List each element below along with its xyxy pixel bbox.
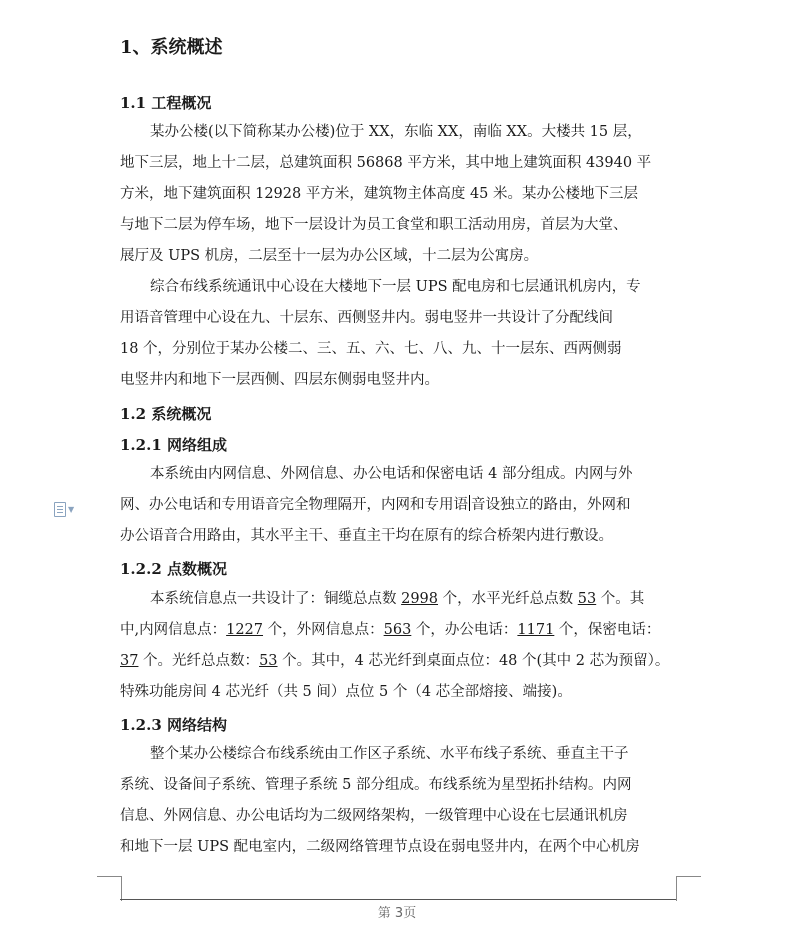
text-line: 整个某办公楼综合布线系统由工作区子系统、水平布线子系统、垂直主干子: [150, 746, 629, 762]
text-segment: 个。其: [596, 591, 645, 607]
text-segment: 个。其中，4 芯光纤到桌面点位：48 个(其中 2 芯为预留）。: [277, 653, 670, 669]
footer-divider: [120, 899, 676, 900]
text-line: 电竖井内和地下一层西侧、四层东侧弱电竖井内。: [120, 372, 439, 388]
page-corner-mark-right: [676, 876, 701, 901]
text-segment: 音设独立的路由，外网和: [471, 497, 631, 513]
heading-1-2-1: 1.2.1 网络组成: [120, 436, 227, 454]
text-segment: 个，外网信息点：: [263, 622, 384, 638]
text-line: [120, 615, 676, 646]
secure-phone-value: 37: [120, 653, 139, 669]
paragraph-point-counts: [120, 584, 676, 708]
text-line: 与地下二层为停车场，地下一层设计为员工食堂和职工活动用房，首层为大堂、: [120, 217, 628, 233]
text-segment: 个，水平光纤总点数: [438, 591, 578, 607]
paragraph-project-overview: [120, 117, 676, 272]
text-segment: 网、办公电话和专用语音完全物理隔开，内网和专用语: [120, 497, 468, 513]
text-line: 展厅及 UPS 机房，二层至十一层为办公区域，十二层为公寓房。: [120, 248, 539, 264]
page-number: 第 3页: [377, 906, 417, 921]
text-line: 某办公楼(以下简称某办公楼)位于 XX，东临 XX，南临 XX。大楼共 15 层，: [150, 124, 642, 140]
page-corner-mark-left: [97, 876, 122, 901]
text-segment: 中,内网信息点：: [120, 622, 227, 638]
text-line: 特殊功能房间 4 芯光纤（共 5 间）点位 5 个（4 芯全部熔接、端接)。: [120, 684, 572, 700]
heading-1-2-3: 1.2.3 网络结构: [120, 716, 227, 734]
text-segment: 本系统信息点一共设计了：铜缆总点数: [150, 591, 402, 607]
text-line: 办公语音合用路由，其水平主干、垂直主干均在原有的综合桥架内进行敷设。: [120, 528, 613, 544]
text-line: [120, 646, 676, 677]
text-segment: 个，保密电话：: [554, 622, 661, 638]
text-cursor: [469, 495, 470, 511]
document-comment-icon[interactable]: [54, 502, 75, 518]
text-line: 系统、设备间子系统、管理子系统 5 部分组成。布线系统为星型拓扑结构。内网: [120, 777, 632, 793]
text-line: 用语音管理中心设在九、十层东、西侧竖井内。弱电竖井一共设计了分配线间: [120, 310, 613, 326]
text-line: 地下三层，地上十二层，总建筑面积 56868 平方米，其中地上建筑面积 43940 平: [120, 155, 652, 171]
fiber-points-value: 53: [259, 653, 278, 669]
extranet-points-value: 563: [383, 622, 412, 638]
text-line: 信息、外网信息、办公电话均为二级网络架构，一级管理中心设在七层通讯机房: [120, 808, 628, 824]
heading-1-2: 1.2 系统概况: [120, 405, 212, 423]
text-segment: 个，办公电话：: [411, 622, 518, 638]
paragraph-network-structure: [120, 739, 676, 863]
text-line: [120, 584, 676, 615]
document-icon: [54, 502, 66, 517]
heading-1-2-2: 1.2.2 点数概况: [120, 560, 227, 578]
text-line: 和地下一层 UPS 配电室内，二级网络管理节点设在弱电竖井内，在两个中心机房: [120, 839, 640, 855]
intranet-points-value: 1227: [226, 622, 264, 638]
text-segment: 个。光纤总点数：: [138, 653, 260, 669]
text-line: 综合布线系统通讯中心设在大楼地下一层 UPS 配电房和七层通讯机房内，专: [150, 279, 641, 295]
text-line: [120, 490, 676, 521]
chevron-down-icon: ▼: [68, 505, 75, 514]
copper-total-value: 2998: [401, 591, 439, 607]
paragraph-network-composition: [120, 459, 676, 552]
heading-1: 1、系统概述: [120, 37, 223, 58]
heading-1-1: 1.1 工程概况: [120, 94, 212, 112]
text-line: 方米，地下建筑面积 12928 平方米，建筑物主体高度 45 米。某办公楼地下三层: [120, 186, 639, 202]
paragraph-cabling-center: [120, 272, 676, 396]
text-line: 18 个，分别位于某办公楼二、三、五、六、七、八、九、十一层东、西两侧弱: [120, 341, 622, 357]
fiber-total-value: 53: [577, 591, 597, 607]
office-phone-value: 1171: [517, 622, 555, 638]
text-line: 本系统由内网信息、外网信息、办公电话和保密电话 4 部分组成。内网与外: [150, 466, 633, 482]
